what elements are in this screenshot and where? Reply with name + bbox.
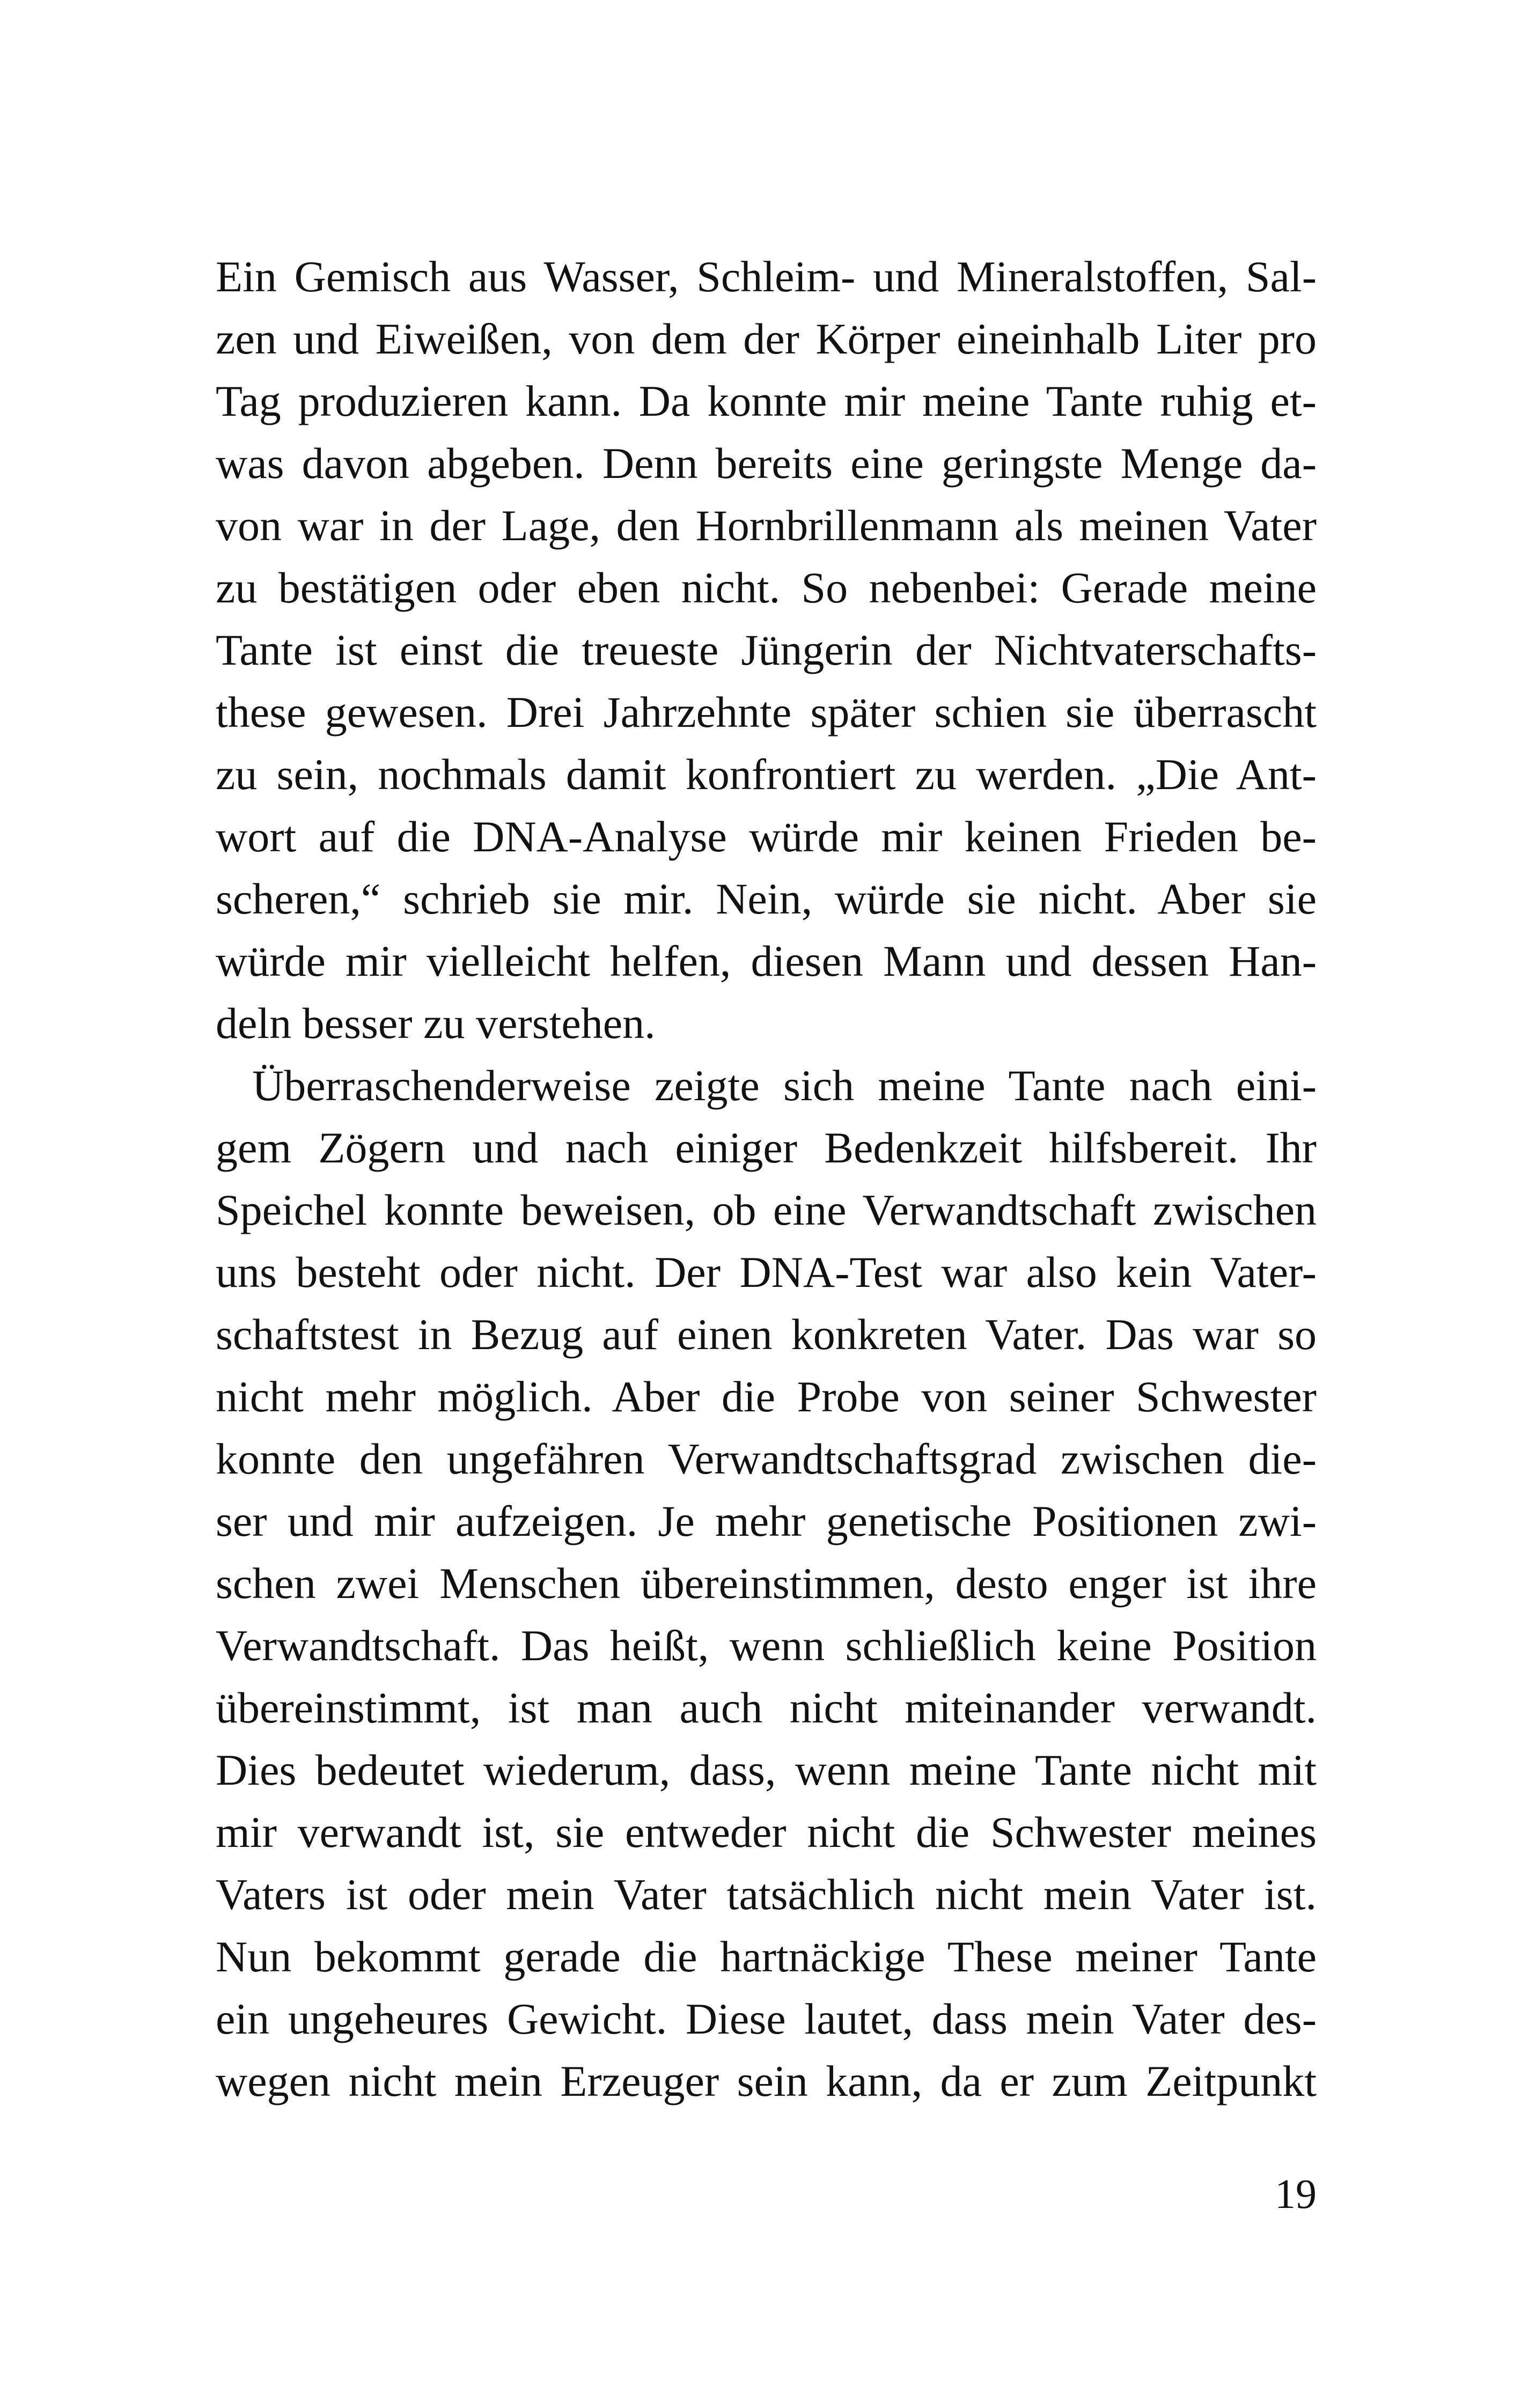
text-line: Überraschenderweise zeigte sich meine Tante nach eini- [252, 1061, 1317, 1110]
body-text [216, 246, 1317, 2112]
text-line: zu bestätigen oder eben nicht. So nebenbei: Gerade meine [216, 563, 1317, 612]
text-line: wegen nicht mein Erzeuger sein kann, da er zum Zeitpunkt [216, 2057, 1317, 2105]
text-line: gem Zögern und nach einiger Bedenkzeit hilfsbereit. Ihr [216, 1123, 1317, 1172]
text-line: zu sein, nochmals damit konfrontiert zu werden. „Die Ant- [216, 750, 1317, 799]
text-line: was davon abgeben. Denn bereits eine geringste Menge da- [216, 439, 1317, 488]
text-line: konnte den ungefähren Verwandtschaftsgrad zwischen die- [216, 1434, 1317, 1483]
text-line: scheren,“ schrieb sie mir. Nein, würde sie nicht. Aber sie [216, 874, 1317, 923]
text-line: ein ungeheures Gewicht. Diese lautet, dass mein Vater des- [216, 1994, 1317, 2043]
text-line: schen zwei Menschen übereinstimmen, desto enger ist ihre [216, 1559, 1317, 1608]
text-line: Vaters ist oder mein Vater tatsächlich nicht mein Vater ist. [216, 1870, 1317, 1919]
text-line: Speichel konnte beweisen, ob eine Verwandtschaft zwischen [216, 1185, 1317, 1234]
text-line: Dies bedeutet wiederum, dass, wenn meine Tante nicht mit [216, 1746, 1317, 1794]
text-line: Tante ist einst die treueste Jüngerin der Nichtvaterschafts- [216, 625, 1317, 674]
text-line: nicht mehr möglich. Aber die Probe von seiner Schwester [216, 1372, 1317, 1421]
text-line: mir verwandt ist, sie entweder nicht die Schwester meines [216, 1808, 1317, 1857]
text-line: würde mir vielleicht helfen, diesen Mann und dessen Han- [216, 937, 1317, 985]
text-line: von war in der Lage, den Hornbrillenmann als meinen Vater [216, 501, 1317, 550]
text-line: wort auf die DNA-Analyse würde mir keinen Frieden be- [216, 812, 1317, 861]
text-line: schaftstest in Bezug auf einen konkreten Vater. Das war so [216, 1310, 1317, 1359]
text-line: Ein Gemisch aus Wasser, Schleim- und Mineralstoffen, Sal- [216, 252, 1317, 301]
text-line: these gewesen. Drei Jahrzehnte später schien sie überrascht [216, 688, 1317, 737]
text-line: zen und Eiweißen, von dem der Körper eineinhalb Liter pro [216, 314, 1317, 363]
paragraph [216, 1055, 1317, 2112]
text-line: deln besser zu verstehen. [216, 999, 656, 1048]
text-line: Tag produzieren kann. Da konnte mir meine Tante ruhig et- [216, 377, 1317, 425]
paragraph [216, 246, 1317, 1055]
text-line: übereinstimmt, ist man auch nicht miteinander verwandt. [216, 1683, 1317, 1732]
text-line: ser und mir aufzeigen. Je mehr genetische Positionen zwi- [216, 1497, 1317, 1545]
text-line: uns besteht oder nicht. Der DNA-Test war also kein Vater- [216, 1248, 1317, 1297]
page-number: 19 [1275, 2170, 1317, 2217]
text-line: Verwandtschaft. Das heißt, wenn schließlich keine Position [216, 1621, 1317, 1670]
text-line: Nun bekommt gerade die hartnäckige These meiner Tante [216, 1932, 1317, 1981]
